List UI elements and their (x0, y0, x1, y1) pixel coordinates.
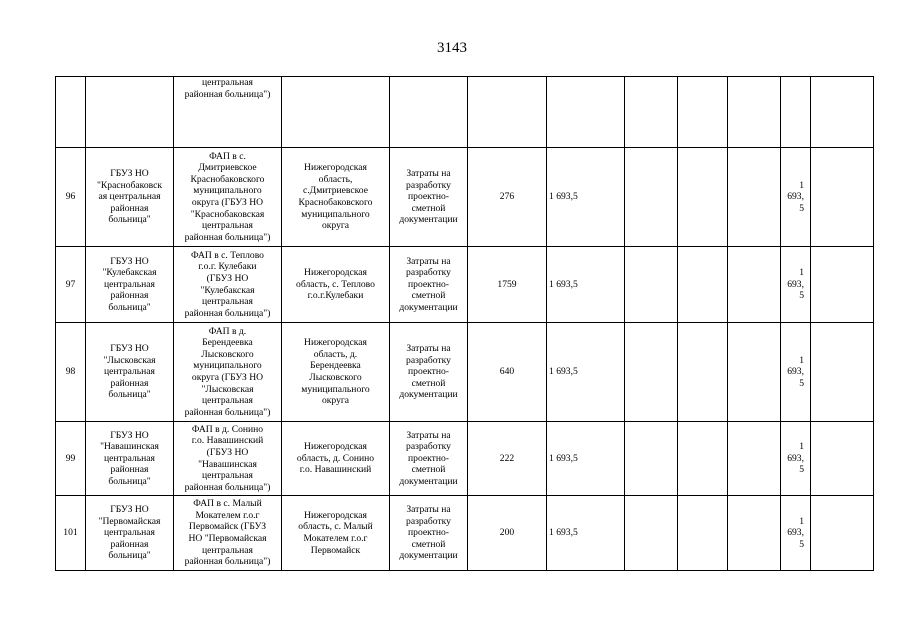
institution-cell-line: ГБУЗ НО (110, 255, 149, 267)
empty-cell (678, 323, 728, 422)
empty-cell (678, 422, 728, 496)
purpose-cell (390, 148, 468, 247)
empty-cell (728, 247, 781, 323)
table-row (56, 496, 874, 571)
table-row (56, 422, 874, 496)
address-cell-line: округа (321, 395, 350, 407)
purpose-cell-line: сметной (411, 464, 446, 476)
purpose-cell-line: сметной (411, 538, 446, 550)
institution-cell-line: районная (110, 377, 149, 389)
institution-cell-line: центральная (104, 452, 155, 464)
row-number-cell: 96 (56, 148, 86, 247)
address-cell (282, 323, 390, 422)
institution-cell-line: ГБУЗ НО (110, 168, 149, 180)
empty-cell (678, 247, 728, 323)
object-cell-line: Первомайск (ГБУЗ (188, 521, 267, 533)
total-cell: 1 693,5 (781, 323, 811, 422)
institution-cell-line: районная (110, 464, 149, 476)
object-cell (174, 323, 282, 422)
object-cell-line: г.о. Навашинский (191, 435, 264, 447)
object-cell-line: г.о.г. Кулебаки (198, 261, 257, 273)
object-cell-line: центральная (202, 296, 253, 308)
total-cell: 1 693,5 (781, 247, 811, 323)
object-cell-line: ФАП в д. Сонино (191, 423, 264, 435)
empty-cell (86, 77, 174, 148)
empty-cell (625, 496, 678, 571)
institution-cell (86, 496, 174, 571)
empty-cell (728, 148, 781, 247)
object-cell (174, 496, 282, 571)
empty-cell (728, 77, 781, 148)
purpose-cell-line: проектно- (408, 527, 449, 539)
empty-cell (547, 77, 625, 148)
object-cell-line: Берендеевка (202, 337, 253, 349)
object-cell (174, 247, 282, 323)
institution-cell (86, 148, 174, 247)
object-cell-line: "Лысковская (201, 383, 254, 395)
page-number: 3143 (437, 40, 467, 56)
cost-cell: 1 693,5 (547, 496, 625, 571)
capacity-cell: 1759 (468, 247, 547, 323)
object-cell-line: ФАП в с. (209, 150, 246, 162)
institution-cell (86, 323, 174, 422)
purpose-cell-line: Затраты на (406, 504, 451, 516)
purpose-cell-line: разработку (406, 441, 451, 453)
table-row (56, 247, 874, 323)
object-cell-line: центральная (202, 544, 253, 556)
cost-cell: 1 693,5 (547, 247, 625, 323)
object-cell-line: центральная (202, 470, 253, 482)
purpose-cell-line: разработку (406, 354, 451, 366)
institution-cell-line: больница" (108, 301, 151, 313)
purpose-cell-line: проектно- (408, 452, 449, 464)
capacity-cell: 640 (468, 323, 547, 422)
object-cell-line: округа (ГБУЗ НО (191, 372, 264, 383)
empty-cell (728, 323, 781, 422)
object-cell-line: районная больница") (184, 556, 271, 568)
purpose-cell-line: проектно- (408, 191, 449, 203)
address-cell (282, 247, 390, 323)
purpose-cell-line: Затраты на (406, 343, 451, 355)
purpose-cell-line: проектно- (408, 278, 449, 290)
object-cell-line: (ГБУЗ НО (206, 272, 249, 284)
object-cell-line: ФАП в с. Теплово (191, 249, 264, 261)
empty-cell (56, 77, 86, 148)
purpose-cell-line: разработку (406, 267, 451, 279)
object-cell-line: муниципального (193, 185, 262, 197)
empty-cell (811, 422, 874, 496)
address-cell-line: Нижегородская (304, 337, 367, 349)
address-cell-line: с.Дмитриевское (303, 185, 368, 197)
institution-cell-line: "Лысковская (103, 354, 156, 366)
institution-cell-line: центральная (104, 366, 155, 378)
object-cell (174, 77, 282, 148)
purpose-cell-line: разработку (406, 515, 451, 527)
object-cell-line: центральная (202, 77, 253, 88)
purpose-cell-line: документации (399, 214, 458, 226)
purpose-cell (390, 323, 468, 422)
program-table (55, 76, 874, 571)
institution-cell-line: "Первомайская (98, 515, 161, 527)
row-number-cell: 97 (56, 247, 86, 323)
empty-cell (678, 77, 728, 148)
purpose-cell-line: проектно- (408, 366, 449, 378)
object-cell-line: округа (ГБУЗ НО (191, 197, 264, 208)
object-cell-line: районная больница") (184, 307, 271, 319)
address-cell-line: область, с. Малый (298, 521, 373, 533)
empty-cell (678, 148, 728, 247)
address-cell-line: область, д. Сонино (296, 452, 375, 464)
address-cell (282, 148, 390, 247)
empty-cell (625, 247, 678, 323)
institution-cell (86, 247, 174, 323)
address-cell-line: муниципального (301, 383, 370, 395)
table-row (56, 323, 874, 422)
purpose-cell-line: Затраты на (406, 255, 451, 267)
purpose-cell (390, 422, 468, 496)
empty-cell (678, 496, 728, 571)
object-cell-line: центральная (202, 220, 253, 232)
object-cell-line: центральная (202, 395, 253, 407)
address-cell (282, 422, 390, 496)
object-cell-line: Мокателем г.о.г (195, 509, 260, 521)
capacity-cell: 200 (468, 496, 547, 571)
capacity-cell: 222 (468, 422, 547, 496)
empty-cell (282, 77, 390, 148)
address-cell-line: округа (321, 220, 350, 232)
address-cell-line: г.о. Навашинский (299, 464, 372, 476)
institution-cell-line: больница" (108, 475, 151, 487)
address-cell-line: Нижегородская (304, 267, 367, 279)
object-cell-line: НО "Первомайская (188, 533, 267, 544)
purpose-cell-line: документации (399, 301, 458, 313)
address-cell-line: Краснобаковского (298, 197, 373, 208)
institution-cell-line: больница" (108, 550, 151, 562)
purpose-cell-line: разработку (406, 179, 451, 191)
institution-cell-line: больница" (108, 389, 151, 401)
object-cell-line: Дмитриевское (198, 162, 257, 174)
institution-cell-line: районная (110, 202, 149, 214)
row-number-cell: 98 (56, 323, 86, 422)
cost-cell: 1 693,5 (547, 323, 625, 422)
institution-cell-line: ая центральная (98, 191, 161, 203)
object-cell-line: Краснобаковского (190, 173, 265, 185)
total-cell: 1 693,5 (781, 496, 811, 571)
object-cell (174, 422, 282, 496)
empty-cell (811, 323, 874, 422)
purpose-cell-line: сметной (411, 290, 446, 302)
purpose-cell-line: Затраты на (406, 168, 451, 180)
address-cell-line: Нижегородская (304, 162, 367, 174)
object-cell-line: районная больница") (184, 481, 271, 493)
empty-cell (811, 148, 874, 247)
total-cell: 1 693,5 (781, 148, 811, 247)
capacity-cell: 276 (468, 148, 547, 247)
table-row (56, 148, 874, 247)
empty-cell (468, 77, 547, 148)
institution-cell-line: районная (110, 290, 149, 302)
address-cell-line: Первомайск (310, 544, 361, 556)
purpose-cell-line: документации (399, 475, 458, 487)
address-cell-line: муниципального (301, 208, 370, 220)
address-cell-line: Лысковского (309, 372, 362, 383)
cost-cell: 1 693,5 (547, 422, 625, 496)
object-cell-line: "Краснобаковская (190, 208, 265, 220)
empty-cell (811, 77, 874, 148)
object-cell-line: ФАП в с. Малый (193, 498, 262, 510)
empty-cell (625, 422, 678, 496)
institution-cell-line: "Краснобаковск (96, 179, 163, 191)
row-number-cell: 99 (56, 422, 86, 496)
institution-cell-line: районная (110, 538, 149, 550)
object-cell-line: ФАП в д. (208, 325, 247, 337)
empty-cell (625, 323, 678, 422)
purpose-cell (390, 247, 468, 323)
institution-cell-line: больница" (108, 214, 151, 226)
address-cell-line: Нижегородская (304, 509, 367, 521)
institution-cell-line: "Кулебакская (102, 267, 157, 279)
address-cell-line: Берендеевка (310, 360, 361, 372)
empty-cell (390, 77, 468, 148)
address-cell-line: Мокателем г.о.г (303, 533, 368, 544)
object-cell-line: (ГБУЗ НО (206, 446, 249, 458)
institution-cell-line: центральная (104, 527, 155, 539)
empty-cell (728, 422, 781, 496)
object-cell-line: "Кулебакская (200, 284, 255, 296)
purpose-cell-line: документации (399, 550, 458, 562)
institution-cell (86, 422, 174, 496)
address-cell-line: г.о.г.Кулебаки (307, 290, 364, 302)
address-cell-line: Нижегородская (304, 441, 367, 453)
cost-cell: 1 693,5 (547, 148, 625, 247)
object-cell-line: районная больница") (184, 406, 271, 418)
purpose-cell (390, 496, 468, 571)
empty-cell (625, 148, 678, 247)
institution-cell-line: ГБУЗ НО (110, 343, 149, 355)
address-cell-line: область, с. Теплово (296, 278, 375, 290)
object-cell-line: Лысковского (201, 348, 254, 360)
object-cell-line: районная больница") (184, 88, 271, 100)
address-cell-line: область, д. (313, 348, 358, 360)
address-cell (282, 496, 390, 571)
purpose-cell-line: Затраты на (406, 429, 451, 441)
purpose-cell-line: сметной (411, 202, 446, 214)
total-cell: 1 693,5 (781, 422, 811, 496)
empty-cell (728, 496, 781, 571)
purpose-cell-line: документации (399, 389, 458, 401)
institution-cell-line: "Навашинская (100, 441, 159, 453)
object-cell (174, 148, 282, 247)
purpose-cell-line: сметной (411, 377, 446, 389)
object-cell-line: муниципального (193, 360, 262, 372)
empty-cell (625, 77, 678, 148)
table-row (56, 77, 874, 148)
institution-cell-line: ГБУЗ НО (110, 504, 149, 516)
empty-cell (811, 247, 874, 323)
institution-cell-line: ГБУЗ НО (110, 429, 149, 441)
object-cell-line: районная больница") (184, 231, 271, 243)
object-cell-line: "Навашинская (198, 458, 257, 470)
empty-cell (781, 77, 811, 148)
empty-cell (811, 496, 874, 571)
institution-cell-line: центральная (104, 278, 155, 290)
address-cell-line: область, (318, 173, 353, 185)
row-number-cell: 101 (56, 496, 86, 571)
